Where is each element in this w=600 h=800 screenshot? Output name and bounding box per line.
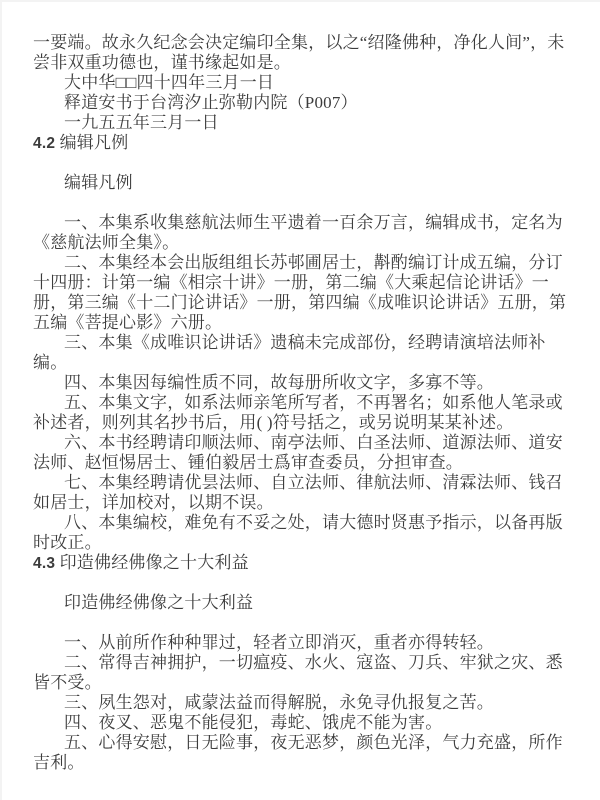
text-line: 大中华□□四十四年三月一日 bbox=[64, 73, 275, 92]
text-line: 补述者，则列其名抄书后，用( )符号括之，或另说明某某补述。 bbox=[33, 413, 514, 432]
text-line: 法师、赵恒惕居士、锺伯毅居士爲审查委员，分担审查。 bbox=[33, 453, 463, 472]
text-line: 皆不受。 bbox=[33, 673, 102, 692]
text-line: 尝非双重功德也，谨书缘起如是。 bbox=[33, 53, 291, 72]
text-line: 三、本集《成唯识论讲话》遗稿未完成部份，经聘请演培法师补 bbox=[64, 333, 546, 352]
text-line: 一、从前所作种种罪过，轻者立即消灭，重者亦得转轻。 bbox=[64, 633, 494, 652]
text-line: 二、本集经本会出版组组长苏邨圃居士，斠酌编订计成五编，分订 bbox=[64, 253, 563, 272]
section-title: 编辑凡例 bbox=[55, 133, 129, 152]
text-line: 五、心得安慰，日无险事，夜无恶梦，颜色光泽，气力充盛，所作 bbox=[64, 733, 563, 752]
text-line: 四、本集因每编性质不同，故每册所收文字，多寡不等。 bbox=[64, 373, 494, 392]
text-line: 五、本集文字，如系法师亲笔所写者，不再署名；如系他人笔录或 bbox=[64, 393, 563, 412]
text-line: 一九五五年三月一日 bbox=[64, 113, 219, 132]
text-line: 一要端。故永久纪念会决定编印全集，以之“绍隆佛种，净化人间”，未 bbox=[33, 33, 565, 52]
text-line: 七、本集经聘请优昙法师、自立法师、律航法师、清霖法师、钱召 bbox=[64, 473, 563, 492]
section-number: 4.2 bbox=[33, 135, 56, 152]
section-title: 印造佛经佛像之十大利益 bbox=[55, 553, 249, 572]
blank-line bbox=[33, 613, 574, 633]
blank-line bbox=[33, 193, 574, 213]
section-heading bbox=[33, 133, 574, 153]
blank-line bbox=[33, 573, 574, 593]
text-line: 册，第三编《十二门论讲话》一册，第四编《成唯识论讲话》五册，第 bbox=[33, 293, 567, 312]
section-heading bbox=[33, 553, 574, 573]
text-line: 《慈航法师全集》。 bbox=[33, 233, 180, 252]
text-line: 如居士，详加校对，以期不误。 bbox=[33, 493, 274, 512]
text-line: 释道安书于台湾汐止弥勒内院（P007） bbox=[64, 93, 358, 112]
section-number: 4.3 bbox=[33, 555, 56, 572]
text-line: 一、本集系收集慈航法师生平遗着一百余万言，编辑成书，定名为 bbox=[64, 213, 563, 232]
text-line: 印造佛经佛像之十大利益 bbox=[64, 593, 254, 612]
text-line: 吉利。 bbox=[33, 753, 85, 772]
document-text-block bbox=[33, 33, 574, 773]
text-line: 五编《菩提心影》六册。 bbox=[33, 313, 223, 332]
text-line: 八、本集编校，难免有不妥之处，请大德时贤惠予指示，以备再版 bbox=[64, 513, 563, 532]
text-line: 四、夜叉、恶鬼不能侵犯，毒蛇、饿虎不能为害。 bbox=[64, 713, 443, 732]
text-line: 三、夙生怨对，咸蒙法益而得解脱，永免寻仇报复之苦。 bbox=[64, 693, 494, 712]
text-line: 十四册：计第一编《相宗十讲》一册，第二编《大乘起信论讲话》一 bbox=[33, 273, 549, 292]
text-line: 编。 bbox=[33, 353, 68, 372]
text-line: 编辑凡例 bbox=[64, 173, 133, 192]
text-line: 六、本书经聘请印顺法师、南亭法师、白圣法师、道源法师、道安 bbox=[64, 433, 563, 452]
text-line: 时改正。 bbox=[33, 533, 102, 552]
text-line: 二、常得吉神拥护，一切瘟疫、水火、寇盗、刀兵、牢狱之灾、悉 bbox=[64, 653, 563, 672]
blank-line bbox=[33, 153, 574, 173]
